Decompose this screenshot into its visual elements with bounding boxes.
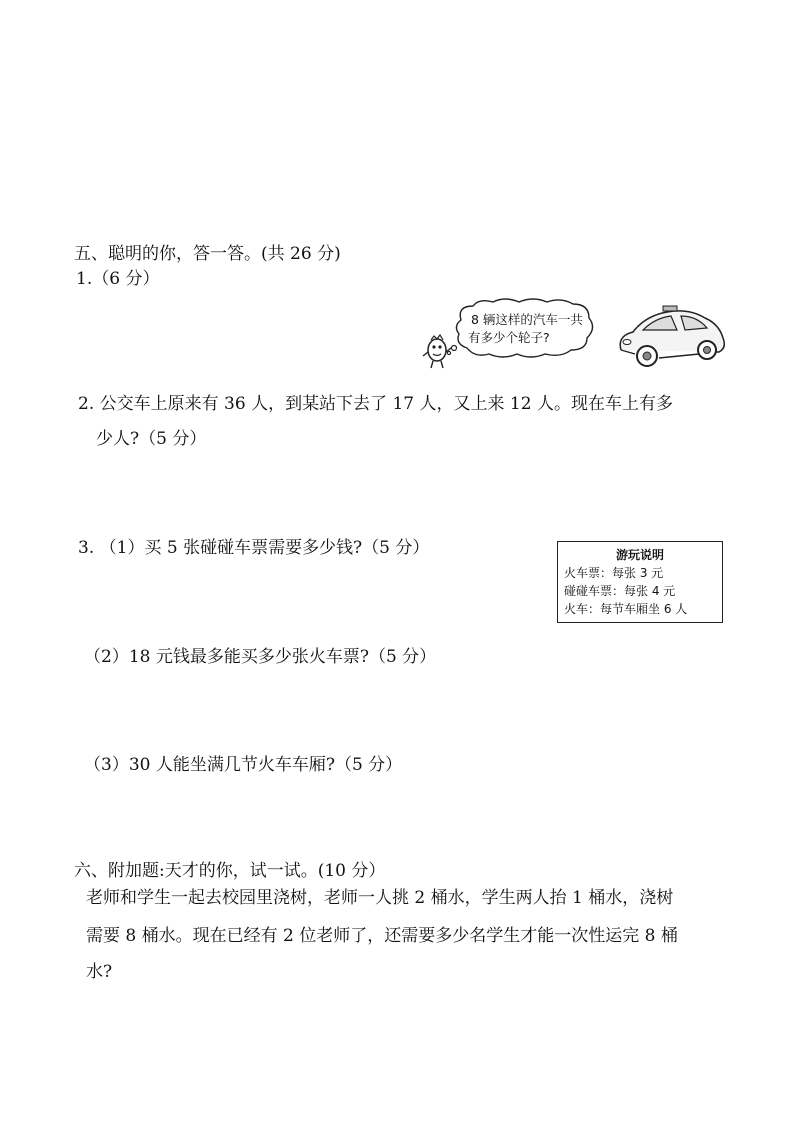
- question-1-label: 1.（6 分）: [76, 269, 160, 289]
- bonus-question-line-2: 需要 8 桶水。现在已经有 2 位老师了，还需要多少名学生才能一次性运完 8 桶: [86, 926, 678, 946]
- bubble-text-line-2: 有多少个轮子?: [468, 330, 550, 345]
- question-3-part-2: （2）18 元钱最多能买多少张火车票?（5 分）: [84, 647, 437, 667]
- question-1-illustration: [421, 298, 731, 372]
- question-3-part-3: （3）30 人能坐满几节火车车厢?（5 分）: [84, 755, 403, 775]
- question-3-part-1: 3. （1）买 5 张碰碰车票需要多少钱?（5 分）: [78, 538, 430, 558]
- cartoon-character-icon: [423, 335, 451, 368]
- thought-cloud-shape: [456, 299, 592, 357]
- info-box-row: 碰碰车票：每张 4 元: [564, 584, 676, 598]
- question-2-line-1: 2. 公交车上原来有 36 人，到某站下去了 17 人，又上来 12 人。现在车上有多: [78, 394, 673, 414]
- info-box-row: 火车：每节车厢坐 6 人: [564, 602, 688, 616]
- question-2-line-2: 少人?（5 分）: [96, 429, 207, 449]
- bubble-text-line-1: 8 辆这样的汽车一共: [471, 312, 583, 327]
- info-box-title: 游玩说明: [615, 548, 664, 562]
- section-6-title: 六、附加题:天才的你，试一试。(10 分）: [74, 861, 386, 881]
- info-box-row: 火车票：每张 3 元: [564, 566, 664, 580]
- info-box: [557, 541, 723, 623]
- section-5-title: 五、聪明的你，答一答。(共 26 分): [74, 244, 341, 264]
- bonus-question-line-1: 老师和学生一起去校园里浇树，老师一人挑 2 桶水，学生两人抬 1 桶水，浇树: [86, 888, 674, 908]
- bonus-question-line-3: 水?: [86, 962, 113, 982]
- car-icon: [620, 306, 724, 366]
